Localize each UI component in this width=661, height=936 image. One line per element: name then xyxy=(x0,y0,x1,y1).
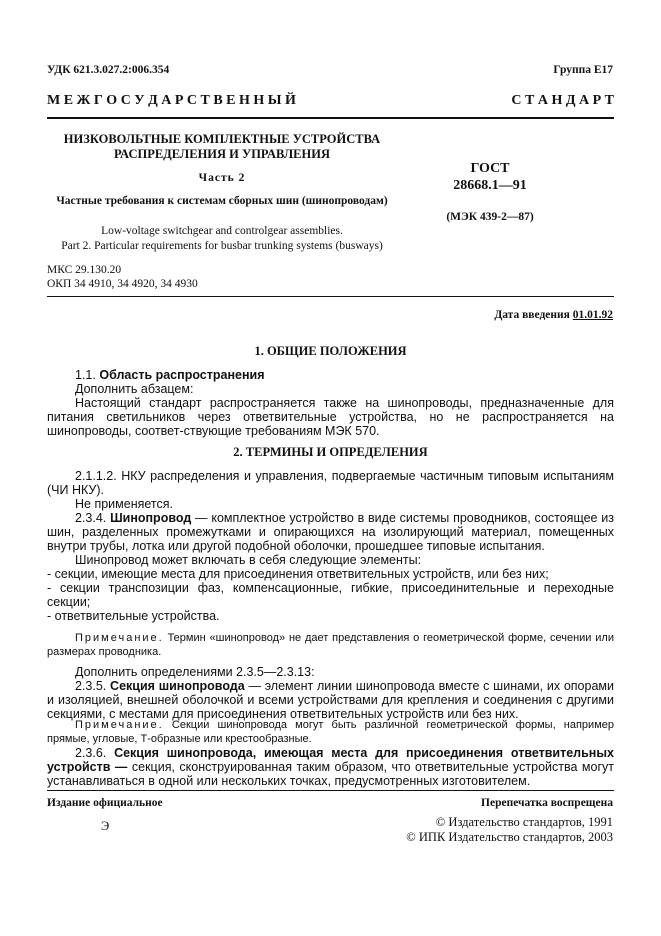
element-item-2: - секции транспозиции фаз, компенсационные, гибкие, присоединительные и переходные секции; xyxy=(47,581,614,609)
codes-divider xyxy=(47,296,614,297)
clause-2-3-5-term: Секция шинопровода xyxy=(110,679,245,693)
english-title xyxy=(47,224,397,254)
group-code: Группа Е17 xyxy=(553,64,613,76)
note-2-label: Примечание. xyxy=(75,719,164,731)
not-applied: Не применяется. xyxy=(75,497,173,511)
english-title-line-2: Part 2. Particular requirements for busbar trunking systems (busways) xyxy=(61,240,383,252)
note-1-text: Термин «шинопровод» не дает представления о геометрической форме, сечении или размерах проводника. xyxy=(47,632,614,658)
banner-interstate: М Е Ж Г О С У Д А Р С Т В Е Н Н Ы Й xyxy=(47,93,296,108)
gost-designation xyxy=(425,160,555,194)
clause-2-3-5-text: — элемент линии шинопровода вместе с шинами, их опорами и изоляцией, внешней оболочкой и всеми устройствами для крепления и соединения с другими секциями, с местами для присоединения ответвительных устройств или без них. xyxy=(47,679,614,721)
note-1 xyxy=(47,631,614,659)
document-subtitle: Частные требования к системам сборных шин (шинопроводам) xyxy=(56,195,388,207)
clause-1-1-title: Область распространения xyxy=(99,368,265,382)
clause-2-3-5-number: 2.3.5. xyxy=(75,679,107,693)
note-1-label: Примечание. xyxy=(75,632,164,644)
section-1-heading: 1. ОБЩИЕ ПОЛОЖЕНИЯ xyxy=(254,344,407,358)
may-include: Шинопровод может включать в себя следующие элементы: xyxy=(75,553,422,567)
mks-code: МКС 29.130.20 xyxy=(47,264,122,276)
clause-2-3-5 xyxy=(47,679,614,721)
effective-date xyxy=(494,309,613,321)
clause-2-3-6 xyxy=(47,746,614,788)
element-item-3: - ответвительные устройства. xyxy=(47,609,220,623)
gost-label: ГОСТ xyxy=(470,161,510,176)
copyright-block xyxy=(406,815,613,845)
clause-2-3-6-number: 2.3.6. xyxy=(75,746,107,760)
clause-2-3-6-text: секция, сконструированная таким образом, что ответвительные устройства могут устанавливаться в одной или нескольких точках, предусмотренных изготовителем. xyxy=(47,760,614,788)
okp-code: ОКП 34 4910, 34 4920, 34 4930 xyxy=(47,278,198,290)
copyright-line-1: © Издательство стандартов, 1991 xyxy=(435,815,613,829)
top-divider xyxy=(47,117,614,119)
note-2-text: Секции шинопровода могут быть различной геометрической формы, например прямые, угловые, Т-образные или крестообразные. xyxy=(47,719,614,745)
effective-date-label: Дата введения xyxy=(494,309,570,321)
official-edition: Издание официальное xyxy=(47,797,163,809)
part-label: Часть 2 xyxy=(198,172,246,184)
udk-code: УДК 621.3.027.2:006.354 xyxy=(47,64,170,76)
document-title xyxy=(47,132,397,162)
add-definitions: Дополнить определениями 2.3.5—2.3.13: xyxy=(75,665,315,679)
edition-mark: Э xyxy=(101,819,110,833)
effective-date-value: 01.01.92 xyxy=(572,309,613,321)
copyright-line-2: © ИПК Издательство стандартов, 2003 xyxy=(406,830,613,844)
clause-1-1 xyxy=(47,368,614,382)
title-line-2: РАСПРЕДЕЛЕНИЯ И УПРАВЛЕНИЯ xyxy=(114,147,330,161)
scope-paragraph: Настоящий стандарт распространяется также на шинопроводы, предназначенные для питания светильников через ответвительные устройства, но не распространяется на шинопроводы, соответ-ствующие требованиям МЭК 570. xyxy=(47,396,614,438)
banner-standard: С Т А Н Д А Р Т xyxy=(511,93,614,108)
iec-reference: (МЭК 439-2—87) xyxy=(446,211,534,223)
add-paragraph-note: Дополнить абзацем: xyxy=(75,382,194,396)
clause-1-1-number: 1.1. xyxy=(75,368,96,382)
reprint-prohibited: Перепечатка воспрещена xyxy=(481,797,613,809)
clause-2-3-4-number: 2.3.4. xyxy=(75,511,107,525)
clause-2-3-6-term: Секция шинопровода, имеющая места для присоединения ответвительных устройств — xyxy=(47,746,614,774)
section-2-heading: 2. ТЕРМИНЫ И ОПРЕДЕЛЕНИЯ xyxy=(233,445,428,459)
clause-2-3-4 xyxy=(47,511,614,553)
note-2 xyxy=(47,718,614,746)
gost-number: 28668.1—91 xyxy=(453,178,527,193)
title-line-1: НИЗКОВОЛЬТНЫЕ КОМПЛЕКТНЫЕ УСТРОЙСТВА xyxy=(63,132,381,146)
clause-2-1-1-2: 2.1.1.2. НКУ распределения и управления, подвергаемые частичным типовым испытаниям (ЧИ НКУ). xyxy=(47,469,614,497)
clause-2-3-4-term: Шинопровод xyxy=(110,511,192,525)
classification-codes xyxy=(47,263,198,291)
element-item-1: - секции, имеющие места для присоединения ответвительных устройств, или без них; xyxy=(47,567,549,581)
clause-2-3-4-text: — комплектное устройство в виде системы проводников, состоящее из шин, разделенных промежутками и опирающихся на изолирующий материал, помещенных внутри трубы, лотка или другой подобной оболочки, прошедшее типовые испытания. xyxy=(47,511,614,553)
english-title-line-1: Low-voltage switchgear and controlgear assemblies. xyxy=(101,225,343,237)
standard-banner xyxy=(47,93,614,109)
footer-divider xyxy=(47,790,614,791)
